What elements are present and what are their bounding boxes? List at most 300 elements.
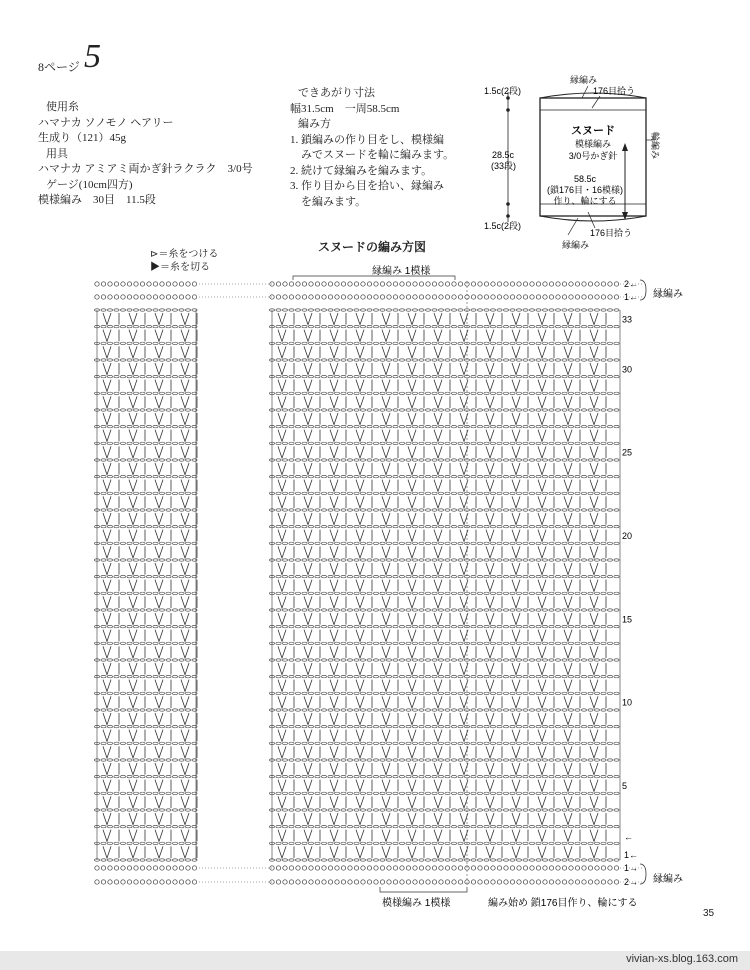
v-stitch [382, 513, 390, 525]
chain-stitch [360, 609, 365, 611]
chain-stitch [282, 309, 287, 311]
chain-stitch [601, 725, 606, 727]
chain-stitch [354, 859, 359, 861]
bottom-border-stitch [147, 880, 151, 884]
chain-stitch [562, 375, 567, 377]
chain-stitch [354, 475, 359, 477]
chain-stitch [354, 525, 359, 527]
v-stitch [538, 346, 546, 358]
chain-stitch [484, 309, 489, 311]
chain-stitch [334, 759, 339, 761]
chain-stitch [120, 325, 125, 327]
chain-stitch [334, 692, 339, 694]
v-stitch [129, 630, 137, 642]
chain-stitch [549, 492, 554, 494]
chain-stitch [192, 525, 197, 527]
chain-stitch [406, 459, 411, 461]
chain-stitch [412, 659, 417, 661]
chain-stitch [153, 359, 158, 361]
chain-stitch [373, 542, 378, 544]
chain-stitch [536, 675, 541, 677]
bottom-border-stitch [445, 880, 449, 884]
v-stitch [103, 496, 111, 508]
chain-stitch [581, 642, 586, 644]
chain-stitch [133, 775, 138, 777]
chain-stitch [477, 725, 482, 727]
chain-stitch [107, 809, 112, 811]
chain-stitch [529, 425, 534, 427]
chain-stitch [120, 792, 125, 794]
chain-stitch [179, 825, 184, 827]
chain-stitch [562, 309, 567, 311]
chain-stitch [127, 459, 132, 461]
v-stitch [486, 763, 494, 775]
chain-stitch [107, 775, 112, 777]
v-stitch [304, 813, 312, 825]
chain-stitch [542, 409, 547, 411]
chain-stitch [497, 425, 502, 427]
chain-stitch [393, 742, 398, 744]
chain-stitch [386, 809, 391, 811]
chain-stitch [101, 692, 106, 694]
chain-stitch [308, 625, 313, 627]
chain-stitch [192, 575, 197, 577]
v-stitch [590, 446, 598, 458]
chain-stitch [153, 309, 158, 311]
top-border-stitch [575, 295, 579, 299]
chain-stitch [360, 842, 365, 844]
chain-stitch [166, 809, 171, 811]
bottom-border-stitch [173, 866, 177, 870]
chain-stitch [523, 525, 528, 527]
v-stitch [356, 746, 364, 758]
chain-stitch [568, 675, 573, 677]
chain-stitch [295, 792, 300, 794]
chain-stitch [412, 475, 417, 477]
chain-stitch [295, 325, 300, 327]
chain-stitch [497, 692, 502, 694]
chain-stitch [341, 809, 346, 811]
v-stitch [103, 346, 111, 358]
chain-stitch [497, 609, 502, 611]
v-stitch [181, 746, 189, 758]
top-border-stitch [400, 282, 404, 286]
bottom-border-stitch [491, 880, 495, 884]
v-stitch [434, 380, 442, 392]
v-stitch [155, 496, 163, 508]
chain-stitch [101, 475, 106, 477]
chain-stitch [412, 392, 417, 394]
chain-stitch [555, 792, 560, 794]
chain-stitch [516, 759, 521, 761]
bottom-border-stitch [114, 866, 118, 870]
chain-stitch [425, 675, 430, 677]
top-border-stitch [562, 282, 566, 286]
chain-stitch [127, 492, 132, 494]
v-stitch [278, 480, 286, 492]
chain-stitch [159, 442, 164, 444]
chain-stitch [101, 342, 106, 344]
v-stitch [181, 546, 189, 558]
v-stitch [590, 430, 598, 442]
chain-stitch [308, 409, 313, 411]
chain-stitch [516, 459, 521, 461]
chain-stitch [127, 442, 132, 444]
chain-stitch [399, 392, 404, 394]
chain-stitch [367, 659, 372, 661]
chain-stitch [360, 625, 365, 627]
v-stitch [382, 413, 390, 425]
v-stitch [512, 480, 520, 492]
chain-stitch [477, 509, 482, 511]
top-border-stitch [276, 295, 280, 299]
chain-stitch [432, 675, 437, 677]
chain-stitch [555, 525, 560, 527]
chain-stitch [140, 325, 145, 327]
v-stitch [155, 330, 163, 342]
chain-stitch [406, 809, 411, 811]
chain-stitch [127, 742, 132, 744]
v-stitch [103, 580, 111, 592]
chain-stitch [166, 692, 171, 694]
chain-stitch [471, 692, 476, 694]
chain-stitch [523, 342, 528, 344]
chain-stitch [386, 475, 391, 477]
chain-stitch [289, 475, 294, 477]
v-stitch [564, 746, 572, 758]
chain-stitch [380, 425, 385, 427]
v-stitch [103, 530, 111, 542]
chain-stitch [159, 492, 164, 494]
chain-stitch [334, 425, 339, 427]
chain-stitch [594, 459, 599, 461]
chain-stitch [308, 425, 313, 427]
chain-stitch [282, 809, 287, 811]
chain-stitch [140, 825, 145, 827]
chain-stitch [295, 309, 300, 311]
chain-stitch [484, 592, 489, 594]
chain-stitch [562, 342, 567, 344]
chain-stitch [607, 475, 612, 477]
chain-stitch [289, 709, 294, 711]
chain-stitch [140, 642, 145, 644]
chain-stitch [536, 859, 541, 861]
chain-stitch [510, 609, 515, 611]
chain-stitch [614, 409, 619, 411]
chain-stitch [107, 309, 112, 311]
chain-stitch [594, 442, 599, 444]
chain-stitch [497, 442, 502, 444]
v-stitch [512, 746, 520, 758]
chain-stitch [477, 842, 482, 844]
chain-stitch [172, 525, 177, 527]
chain-stitch [127, 592, 132, 594]
chain-stitch [432, 325, 437, 327]
chain-stitch [373, 342, 378, 344]
top-border-stitch [400, 295, 404, 299]
chain-stitch [295, 759, 300, 761]
chain-stitch [289, 675, 294, 677]
chain-stitch [503, 775, 508, 777]
chain-stitch [354, 342, 359, 344]
chain-stitch [380, 609, 385, 611]
top-border-stitch [530, 295, 534, 299]
chain-stitch [315, 692, 320, 694]
chain-stitch [133, 709, 138, 711]
chain-stitch [477, 659, 482, 661]
chain-stitch [120, 775, 125, 777]
chain-stitch [568, 759, 573, 761]
bottom-border-stitch [322, 880, 326, 884]
chain-stitch [140, 392, 145, 394]
chain-stitch [425, 725, 430, 727]
v-stitch [356, 663, 364, 675]
v-stitch [382, 713, 390, 725]
top-border-stitch [510, 295, 514, 299]
top-border-stitch [582, 295, 586, 299]
v-stitch [382, 580, 390, 592]
top-border-stitch [595, 295, 599, 299]
chain-stitch [458, 742, 463, 744]
bottom-border-stitch [153, 880, 157, 884]
chain-stitch [477, 309, 482, 311]
chain-stitch [471, 425, 476, 427]
v-stitch [382, 496, 390, 508]
chain-stitch [172, 359, 177, 361]
v-stitch [330, 646, 338, 658]
chain-stitch [484, 792, 489, 794]
chain-stitch [542, 525, 547, 527]
chain-stitch [484, 342, 489, 344]
chain-stitch [289, 509, 294, 511]
chain-stitch [179, 492, 184, 494]
chain-stitch [192, 559, 197, 561]
chain-stitch [146, 459, 151, 461]
chain-stitch [373, 409, 378, 411]
chain-stitch [127, 325, 132, 327]
bottom-border-stitch [387, 866, 391, 870]
top-border-stitch [458, 295, 462, 299]
chain-stitch [315, 625, 320, 627]
chain-stitch [412, 609, 417, 611]
chain-stitch [406, 475, 411, 477]
chain-stitch [490, 609, 495, 611]
chain-stitch [510, 742, 515, 744]
chain-stitch [490, 392, 495, 394]
chain-stitch [127, 675, 132, 677]
v-stitch [330, 396, 338, 408]
chain-stitch [471, 859, 476, 861]
chain-stitch [451, 859, 456, 861]
chain-stitch [614, 559, 619, 561]
chain-stitch [542, 725, 547, 727]
chain-stitch [107, 692, 112, 694]
v-stitch [356, 446, 364, 458]
chain-stitch [373, 725, 378, 727]
chain-stitch [542, 309, 547, 311]
chain-stitch [341, 459, 346, 461]
chain-stitch [321, 692, 326, 694]
chain-stitch [276, 475, 281, 477]
chain-stitch [497, 842, 502, 844]
chain-stitch [451, 559, 456, 561]
chain-stitch [321, 325, 326, 327]
chain-stitch [451, 575, 456, 577]
chain-stitch [432, 809, 437, 811]
chain-stitch [114, 625, 119, 627]
chain-stitch [490, 309, 495, 311]
chain-stitch [510, 792, 515, 794]
chain-stitch [445, 492, 450, 494]
chain-stitch [393, 309, 398, 311]
chain-stitch [399, 659, 404, 661]
chain-stitch [133, 659, 138, 661]
bottom-border-stitch [335, 880, 339, 884]
chain-stitch [302, 709, 307, 711]
chain-stitch [289, 492, 294, 494]
chain-stitch [315, 542, 320, 544]
chain-stitch [484, 625, 489, 627]
schematic-hook: 3/0号かぎ針 [568, 151, 618, 161]
chain-stitch [594, 559, 599, 561]
schematic-height-top: 1.5c(2段) [484, 86, 522, 96]
chain-stitch [399, 559, 404, 561]
top-border-stitch [147, 282, 151, 286]
v-stitch [460, 446, 468, 458]
chain-stitch [425, 542, 430, 544]
chain-stitch [146, 575, 151, 577]
row-number-label: 5 [622, 781, 628, 791]
top-border-stitch [497, 295, 501, 299]
chain-stitch [588, 575, 593, 577]
v-stitch [278, 713, 286, 725]
v-stitch [382, 546, 390, 558]
chain-stitch [140, 409, 145, 411]
chain-stitch [146, 409, 151, 411]
chain-stitch [445, 725, 450, 727]
v-stitch [129, 396, 137, 408]
chain-stitch [490, 542, 495, 544]
v-stitch [486, 330, 494, 342]
v-stitch [486, 496, 494, 508]
chain-stitch [594, 492, 599, 494]
chain-stitch [477, 542, 482, 544]
chain-stitch [432, 342, 437, 344]
top-border-stitch [374, 295, 378, 299]
chain-stitch [308, 842, 313, 844]
bottom-border-stitch [556, 880, 560, 884]
chain-stitch [490, 325, 495, 327]
chain-stitch [276, 525, 281, 527]
chain-stitch [594, 409, 599, 411]
chain-stitch [308, 492, 313, 494]
chain-stitch [172, 492, 177, 494]
chain-stitch [282, 675, 287, 677]
chain-stitch [127, 542, 132, 544]
chain-stitch [393, 592, 398, 594]
v-stitch [538, 530, 546, 542]
chain-stitch [179, 809, 184, 811]
v-stitch [330, 713, 338, 725]
chain-stitch [458, 659, 463, 661]
chain-stitch [555, 759, 560, 761]
chain-stitch [159, 775, 164, 777]
chain-stitch [347, 792, 352, 794]
chain-stitch [432, 825, 437, 827]
chain-stitch [497, 625, 502, 627]
chain-stitch [471, 375, 476, 377]
chain-stitch [601, 459, 606, 461]
chain-stitch [380, 809, 385, 811]
v-stitch [486, 546, 494, 558]
chart-body [94, 276, 646, 892]
chain-stitch [315, 475, 320, 477]
chain-stitch [334, 859, 339, 861]
v-stitch [103, 713, 111, 725]
v-stitch [356, 380, 364, 392]
bottom-border-stitch [426, 866, 430, 870]
chain-stitch [490, 825, 495, 827]
chain-stitch [399, 509, 404, 511]
chain-stitch [607, 542, 612, 544]
v-stitch [512, 463, 520, 475]
v-stitch [155, 846, 163, 858]
chain-stitch [386, 842, 391, 844]
chain-stitch [192, 325, 197, 327]
v-stitch [408, 630, 416, 642]
v-stitch [564, 363, 572, 375]
chain-stitch [153, 575, 158, 577]
v-stitch [408, 646, 416, 658]
chain-stitch [594, 759, 599, 761]
chain-stitch [101, 609, 106, 611]
v-stitch [278, 630, 286, 642]
top-border-stitch [315, 282, 319, 286]
v-stitch [181, 513, 189, 525]
chain-stitch [276, 492, 281, 494]
chain-stitch [159, 375, 164, 377]
chain-stitch [315, 809, 320, 811]
chain-stitch [412, 642, 417, 644]
chain-stitch [562, 525, 567, 527]
chain-stitch [406, 409, 411, 411]
v-stitch [564, 680, 572, 692]
chain-stitch [503, 675, 508, 677]
chain-stitch [588, 709, 593, 711]
chain-stitch [497, 742, 502, 744]
chain-stitch [458, 775, 463, 777]
chain-stitch [386, 725, 391, 727]
v-stitch [590, 413, 598, 425]
v-stitch [103, 480, 111, 492]
bottom-border-stitch [328, 880, 332, 884]
chain-stitch [484, 492, 489, 494]
chain-stitch [321, 392, 326, 394]
v-stitch [434, 463, 442, 475]
chain-stitch [153, 509, 158, 511]
chain-stitch [146, 725, 151, 727]
chain-stitch [503, 859, 508, 861]
top-border-stitch [530, 282, 534, 286]
chain-stitch [360, 675, 365, 677]
chain-stitch [438, 625, 443, 627]
chain-stitch [516, 809, 521, 811]
chain-stitch [406, 442, 411, 444]
bottom-border-stitch [458, 866, 462, 870]
chain-stitch [594, 509, 599, 511]
v-stitch [181, 680, 189, 692]
chain-stitch [295, 625, 300, 627]
